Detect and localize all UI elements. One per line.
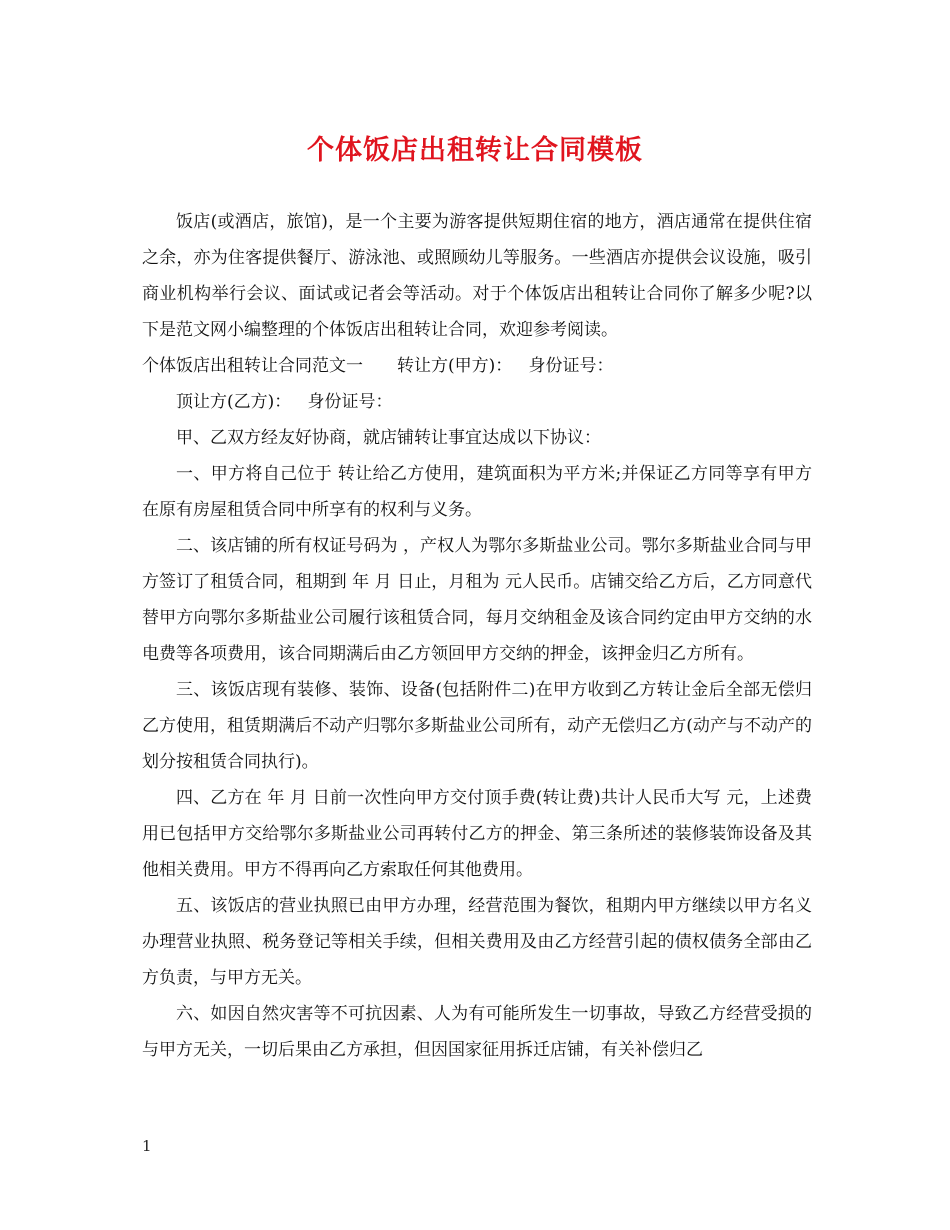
clause-1: 一、甲方将自己位于 转让给乙方使用，建筑面积为平方米;并保证乙方同等享有甲方在原有房屋租赁合同中所享有的权利与义务。 <box>142 464 812 520</box>
agreement-intro: 甲、乙双方经友好协商，就店铺转让事宜达成以下协议： <box>176 428 601 448</box>
clause-2: 二、该店铺的所有权证号码为 ，产权人为鄂尔多斯盐业公司。鄂尔多斯盐业合同与甲方签订了租赁合同，租期到 年 月 日止，月租为 元人民币。店铺交给乙方后，乙方同意代替甲方向鄂尔多斯盐业公司履行该租赁合同，每月交纳租金及该合同约定由甲方交纳的水电费等各项费用，该合同期满后由乙方领回甲方交纳的押金，该押金归乙方所有。 <box>142 536 812 664</box>
intro-paragraph <box>142 204 812 348</box>
party-b-label: 顶让方(乙方)： <box>176 392 292 412</box>
clause-5: 五、该饭店的营业执照已由甲方办理，经营范围为餐饮，租期内甲方继续以甲方名义办理营业执照、税务登记等相关手续，但相关费用及由乙方经营引起的债权债务全部由乙方负责，与甲方无关。 <box>142 896 812 988</box>
party-a-id-label: 身份证号： <box>528 356 614 376</box>
party-a-label: 转让方(甲方)： <box>397 356 513 376</box>
document-body <box>142 204 812 1068</box>
sample-heading: 个体饭店出租转让合同范文一 <box>142 356 363 376</box>
page-number: 1 <box>142 1137 152 1155</box>
clause-6: 六、如因自然灾害等不可抗因素、人为有可能所发生一切事故，导致乙方经营受损的与甲方无关，一切后果由乙方承担，但因国家征用拆迁店铺，有关补偿归乙 <box>142 1004 812 1060</box>
party-b-line <box>142 384 812 420</box>
document-title: 个体饭店出租转让合同模板 <box>307 135 643 166</box>
intro-text: 饭店(或酒店，旅馆)，是一个主要为游客提供短期住宿的地方，酒店通常在提供住宿之余，亦为住客提供餐厅、游泳池、或照顾幼儿等服务。一些酒店亦提供会议设施，吸引商业机构举行会议、面试或记者会等活动。对于个体饭店出租转让合同你了解多少呢?以下是范文网小编整理的个体饭店出租转让合同，欢迎参考阅读。 <box>142 212 812 340</box>
sample-heading-line <box>142 348 812 384</box>
clause-3: 三、该饭店现有装修、装饰、设备(包括附件二)在甲方收到乙方转让金后全部无偿归乙方使用，租赁期满后不动产归鄂尔多斯盐业公司所有，动产无偿归乙方(动产与不动产的划分按租赁合同执行)。 <box>142 680 812 772</box>
party-b-id-label: 身份证号： <box>307 392 393 412</box>
clause-4: 四、乙方在 年 月 日前一次性向甲方交付顶手费(转让费)共计人民币大写 元，上述费用已包括甲方交给鄂尔多斯盐业公司再转付乙方的押金、第三条所述的装修装饰设备及其他相关费用。甲方不得再向乙方索取任何其他费用。 <box>142 788 812 880</box>
